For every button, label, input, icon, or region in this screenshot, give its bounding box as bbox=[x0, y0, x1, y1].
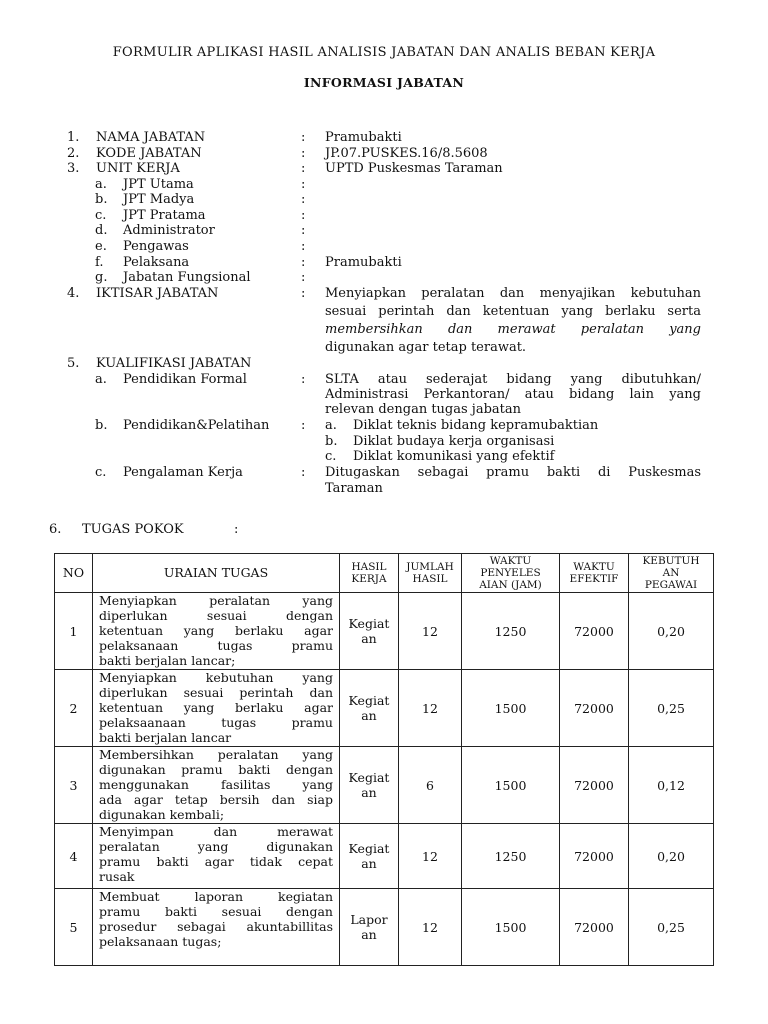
iktisar-line: Menyiapkan peralatan dan menyajikan kebutuhan bbox=[325, 286, 701, 301]
item-letter: f. bbox=[95, 255, 104, 270]
hasil-line: Kegiat bbox=[348, 616, 390, 631]
uraian-line: Membersihkan peralatan yang bbox=[99, 747, 333, 762]
pengalaman-kerja bbox=[0, 465, 768, 481]
cell-waktu: 1500 bbox=[462, 889, 560, 966]
cell-uraian bbox=[93, 593, 340, 670]
cell-no: 3 bbox=[55, 747, 93, 824]
item-label: Pendidikan Formal bbox=[123, 372, 247, 387]
field-colon: : bbox=[301, 208, 306, 223]
field-label: IKTISAR JABATAN bbox=[96, 286, 219, 301]
pelatihan-text: Diklat budaya kerja organisasi bbox=[353, 434, 555, 449]
cell-waktu: 1500 bbox=[462, 747, 560, 824]
cell-jumlah: 6 bbox=[399, 747, 462, 824]
table-row bbox=[55, 593, 714, 670]
cell-jumlah: 12 bbox=[399, 889, 462, 966]
iktisar-row bbox=[0, 322, 768, 338]
table-row bbox=[55, 824, 714, 889]
item-label: JPT Pratama bbox=[123, 208, 206, 223]
hasil-line: an bbox=[361, 927, 377, 942]
uraian-line: digunakan kembali; bbox=[99, 807, 225, 822]
field-value: Pramubakti bbox=[325, 130, 402, 145]
field-kualifikasi-jabatan bbox=[0, 356, 768, 372]
cell-no: 2 bbox=[55, 670, 93, 747]
item-letter: e. bbox=[95, 239, 107, 254]
table-row bbox=[55, 889, 714, 966]
item-letter: c. bbox=[95, 465, 107, 480]
uraian-line: digunakan pramu bakti dengan bbox=[99, 762, 333, 777]
cell-efektif: 72000 bbox=[560, 593, 629, 670]
header-line: HASIL bbox=[351, 561, 387, 573]
uraian-line: ketentuan yang berlaku agar bbox=[99, 700, 333, 715]
header-no: NO bbox=[55, 554, 93, 593]
header-waktu-efektif bbox=[560, 554, 629, 593]
hasil-line: Kegiat bbox=[348, 770, 390, 785]
hasil-line: an bbox=[361, 708, 377, 723]
cell-hasil bbox=[340, 747, 399, 824]
cell-uraian bbox=[93, 670, 340, 747]
item-letter: g. bbox=[95, 270, 108, 285]
hasil-line: Kegiat bbox=[348, 841, 390, 856]
header-line: PEGAWAI bbox=[644, 579, 698, 591]
unit-item bbox=[0, 223, 768, 239]
hasil-line: an bbox=[361, 631, 377, 646]
pengalaman-line: Ditugaskan sebagai pramu bakti di Puskesmas bbox=[325, 465, 701, 480]
uraian-line: Menyiapkan kebutuhan yang bbox=[99, 670, 333, 685]
field-colon: : bbox=[301, 239, 306, 254]
item-letter: a. bbox=[95, 177, 107, 192]
field-iktisar-jabatan bbox=[0, 286, 768, 302]
cell-no: 5 bbox=[55, 889, 93, 966]
field-label: KUALIFIKASI JABATAN bbox=[96, 356, 252, 371]
cell-kebutuhan: 0,25 bbox=[629, 889, 714, 966]
header-line: KERJA bbox=[351, 573, 387, 585]
uraian-line: pelaksanaan tugas pramu bbox=[99, 638, 333, 653]
pendidikan-row bbox=[0, 402, 768, 418]
header-line: WAKTU bbox=[573, 561, 615, 573]
iktisar-line: sesuai perintah dan ketentuan yang berlaku serta bbox=[325, 304, 701, 319]
cell-efektif: 72000 bbox=[560, 889, 629, 966]
header-line: AIAN (JAM) bbox=[479, 579, 542, 591]
pendidikan-row bbox=[0, 387, 768, 403]
pengalaman-row bbox=[0, 481, 768, 497]
pelatihan-text: Diklat komunikasi yang efektif bbox=[353, 449, 555, 464]
field-nama-jabatan bbox=[0, 130, 768, 146]
field-colon: : bbox=[301, 192, 306, 207]
tugas-table bbox=[54, 553, 714, 966]
tugas-label: TUGAS POKOK bbox=[82, 522, 184, 537]
field-colon: : bbox=[301, 146, 306, 161]
item-letter: a. bbox=[95, 372, 107, 387]
item-letter: b. bbox=[95, 418, 108, 433]
field-unit-kerja bbox=[0, 161, 768, 177]
uraian-line: pramu bakti agar tidak cepat bbox=[99, 854, 333, 869]
pelatihan-letter: c. bbox=[325, 449, 337, 464]
iktisar-line: digunakan agar tetap terawat. bbox=[325, 340, 527, 355]
uraian-line: Menyiapkan peralatan yang bbox=[99, 593, 333, 608]
pelatihan-letter: b. bbox=[325, 434, 338, 449]
field-value: UPTD Puskesmas Taraman bbox=[325, 161, 503, 176]
cell-uraian bbox=[93, 747, 340, 824]
uraian-line: peralatan yang digunakan bbox=[99, 839, 333, 854]
cell-no: 4 bbox=[55, 824, 93, 889]
cell-waktu: 1250 bbox=[462, 593, 560, 670]
pendidikan-pelatihan bbox=[0, 418, 768, 434]
cell-hasil bbox=[340, 593, 399, 670]
uraian-line: Membuat laporan kegiatan bbox=[99, 889, 333, 904]
cell-kebutuhan: 0,12 bbox=[629, 747, 714, 824]
uraian-line: ketentuan yang berlaku agar bbox=[99, 623, 333, 638]
cell-efektif: 72000 bbox=[560, 670, 629, 747]
table-row bbox=[55, 670, 714, 747]
field-number: 5. bbox=[67, 356, 80, 371]
uraian-line: rusak bbox=[99, 869, 135, 884]
uraian-line: pelaksaanaan tugas pramu bbox=[99, 715, 333, 730]
item-label: Jabatan Fungsional bbox=[123, 270, 251, 285]
cell-hasil bbox=[340, 824, 399, 889]
iktisar-row bbox=[0, 304, 768, 320]
item-label: Administrator bbox=[123, 223, 215, 238]
field-colon: : bbox=[301, 177, 306, 192]
header-line: EFEKTIF bbox=[569, 573, 619, 585]
field-colon: : bbox=[301, 270, 306, 285]
uraian-line: menggunakan fasilitas yang bbox=[99, 777, 333, 792]
uraian-line: bakti berjalan lancar bbox=[99, 730, 232, 745]
field-number: 4. bbox=[67, 286, 80, 301]
field-colon: : bbox=[301, 465, 306, 480]
hasil-line: Kegiat bbox=[348, 693, 390, 708]
header-jumlah bbox=[399, 554, 462, 593]
cell-uraian bbox=[93, 889, 340, 966]
cell-hasil bbox=[340, 889, 399, 966]
cell-waktu: 1250 bbox=[462, 824, 560, 889]
item-value: Pramubakti bbox=[325, 255, 402, 270]
field-colon: : bbox=[301, 255, 306, 270]
pelatihan-row bbox=[0, 434, 768, 450]
pengalaman-line: Taraman bbox=[325, 481, 383, 496]
iktisar-line: membersihkan dan merawat peralatan yang bbox=[325, 322, 701, 337]
cell-hasil bbox=[340, 670, 399, 747]
uraian-line: pramu bakti sesuai dengan bbox=[99, 904, 333, 919]
field-value: JP.07.PUSKES.16/8.5608 bbox=[325, 146, 488, 161]
pelatihan-row bbox=[0, 449, 768, 465]
field-label: NAMA JABATAN bbox=[96, 130, 206, 145]
cell-uraian bbox=[93, 824, 340, 889]
iktisar-row bbox=[0, 340, 768, 356]
item-label: Pendidikan&Pelatihan bbox=[123, 418, 270, 433]
uraian-line: diperlukan sesuai dengan bbox=[99, 608, 333, 623]
field-number: 3. bbox=[67, 161, 80, 176]
uraian-line: Menyimpan dan merawat bbox=[99, 824, 333, 839]
cell-jumlah: 12 bbox=[399, 670, 462, 747]
hasil-line: Lapor bbox=[350, 912, 388, 927]
header-line: HASIL bbox=[412, 573, 448, 585]
cell-efektif: 72000 bbox=[560, 747, 629, 824]
field-number: 1. bbox=[67, 130, 80, 145]
field-label: UNIT KERJA bbox=[96, 161, 180, 176]
header-line: JUMLAH bbox=[406, 561, 454, 573]
pelatihan-letter: a. bbox=[325, 418, 337, 433]
pelatihan-text: Diklat teknis bidang kepramubaktian bbox=[353, 418, 599, 433]
cell-kebutuhan: 0,25 bbox=[629, 670, 714, 747]
header-line: PENYELES bbox=[480, 567, 541, 579]
item-label: Pengawas bbox=[123, 239, 189, 254]
header-hasil bbox=[340, 554, 399, 593]
cell-no: 1 bbox=[55, 593, 93, 670]
cell-waktu: 1500 bbox=[462, 670, 560, 747]
uraian-line: prosedur sebagai akuntabillitas bbox=[99, 919, 333, 934]
field-colon: : bbox=[301, 161, 306, 176]
item-letter: b. bbox=[95, 192, 108, 207]
uraian-line: ada agar tetap bersih dan siap bbox=[99, 792, 333, 807]
item-letter: c. bbox=[95, 208, 107, 223]
form-title: FORMULIR APLIKASI HASIL ANALISIS JABATAN DAN ANALIS BEBAN KERJA bbox=[112, 45, 656, 60]
field-colon: : bbox=[301, 372, 306, 387]
field-colon: : bbox=[301, 130, 306, 145]
cell-jumlah: 12 bbox=[399, 593, 462, 670]
field-number: 2. bbox=[67, 146, 80, 161]
item-label: Pelaksana bbox=[123, 255, 190, 270]
table-row bbox=[55, 747, 714, 824]
cell-kebutuhan: 0,20 bbox=[629, 824, 714, 889]
field-colon: : bbox=[301, 418, 306, 433]
item-label: JPT Madya bbox=[123, 192, 195, 207]
unit-item bbox=[0, 192, 768, 208]
table-header-row bbox=[55, 554, 714, 593]
pendidikan-formal bbox=[0, 372, 768, 388]
section-title: INFORMASI JABATAN bbox=[303, 75, 465, 90]
unit-item bbox=[0, 208, 768, 224]
item-label: JPT Utama bbox=[123, 177, 194, 192]
tugas-number: 6. bbox=[49, 522, 62, 537]
pendidikan-line: relevan dengan tugas jabatan bbox=[325, 402, 521, 417]
hasil-line: an bbox=[361, 785, 377, 800]
header-uraian: URAIAN TUGAS bbox=[93, 554, 340, 593]
header-waktu-penyelesaian bbox=[462, 554, 560, 593]
cell-kebutuhan: 0,20 bbox=[629, 593, 714, 670]
cell-jumlah: 12 bbox=[399, 824, 462, 889]
field-label: KODE JABATAN bbox=[96, 146, 202, 161]
header-line: AN bbox=[662, 567, 680, 579]
item-label: Pengalaman Kerja bbox=[123, 465, 243, 480]
unit-item bbox=[0, 255, 768, 271]
hasil-line: an bbox=[361, 856, 377, 871]
cell-efektif: 72000 bbox=[560, 824, 629, 889]
pendidikan-line: SLTA atau sederajat bidang yang dibutuhkan/ bbox=[325, 372, 701, 387]
field-colon: : bbox=[301, 223, 306, 238]
uraian-line: bakti berjalan lancar; bbox=[99, 653, 236, 668]
field-colon: : bbox=[301, 286, 306, 301]
header-line: KEBUTUH bbox=[642, 555, 700, 567]
item-letter: d. bbox=[95, 223, 108, 238]
uraian-line: pelaksanaan tugas; bbox=[99, 934, 222, 949]
tugas-colon: : bbox=[234, 522, 239, 537]
unit-item bbox=[0, 270, 768, 286]
unit-item bbox=[0, 177, 768, 193]
unit-item bbox=[0, 239, 768, 255]
header-kebutuhan bbox=[629, 554, 714, 593]
pendidikan-line: Administrasi Perkantoran/ atau bidang lain yang bbox=[325, 387, 701, 402]
header-line: WAKTU bbox=[489, 555, 532, 567]
uraian-line: diperlukan sesuai perintah dan bbox=[99, 685, 333, 700]
field-kode-jabatan bbox=[0, 146, 768, 162]
